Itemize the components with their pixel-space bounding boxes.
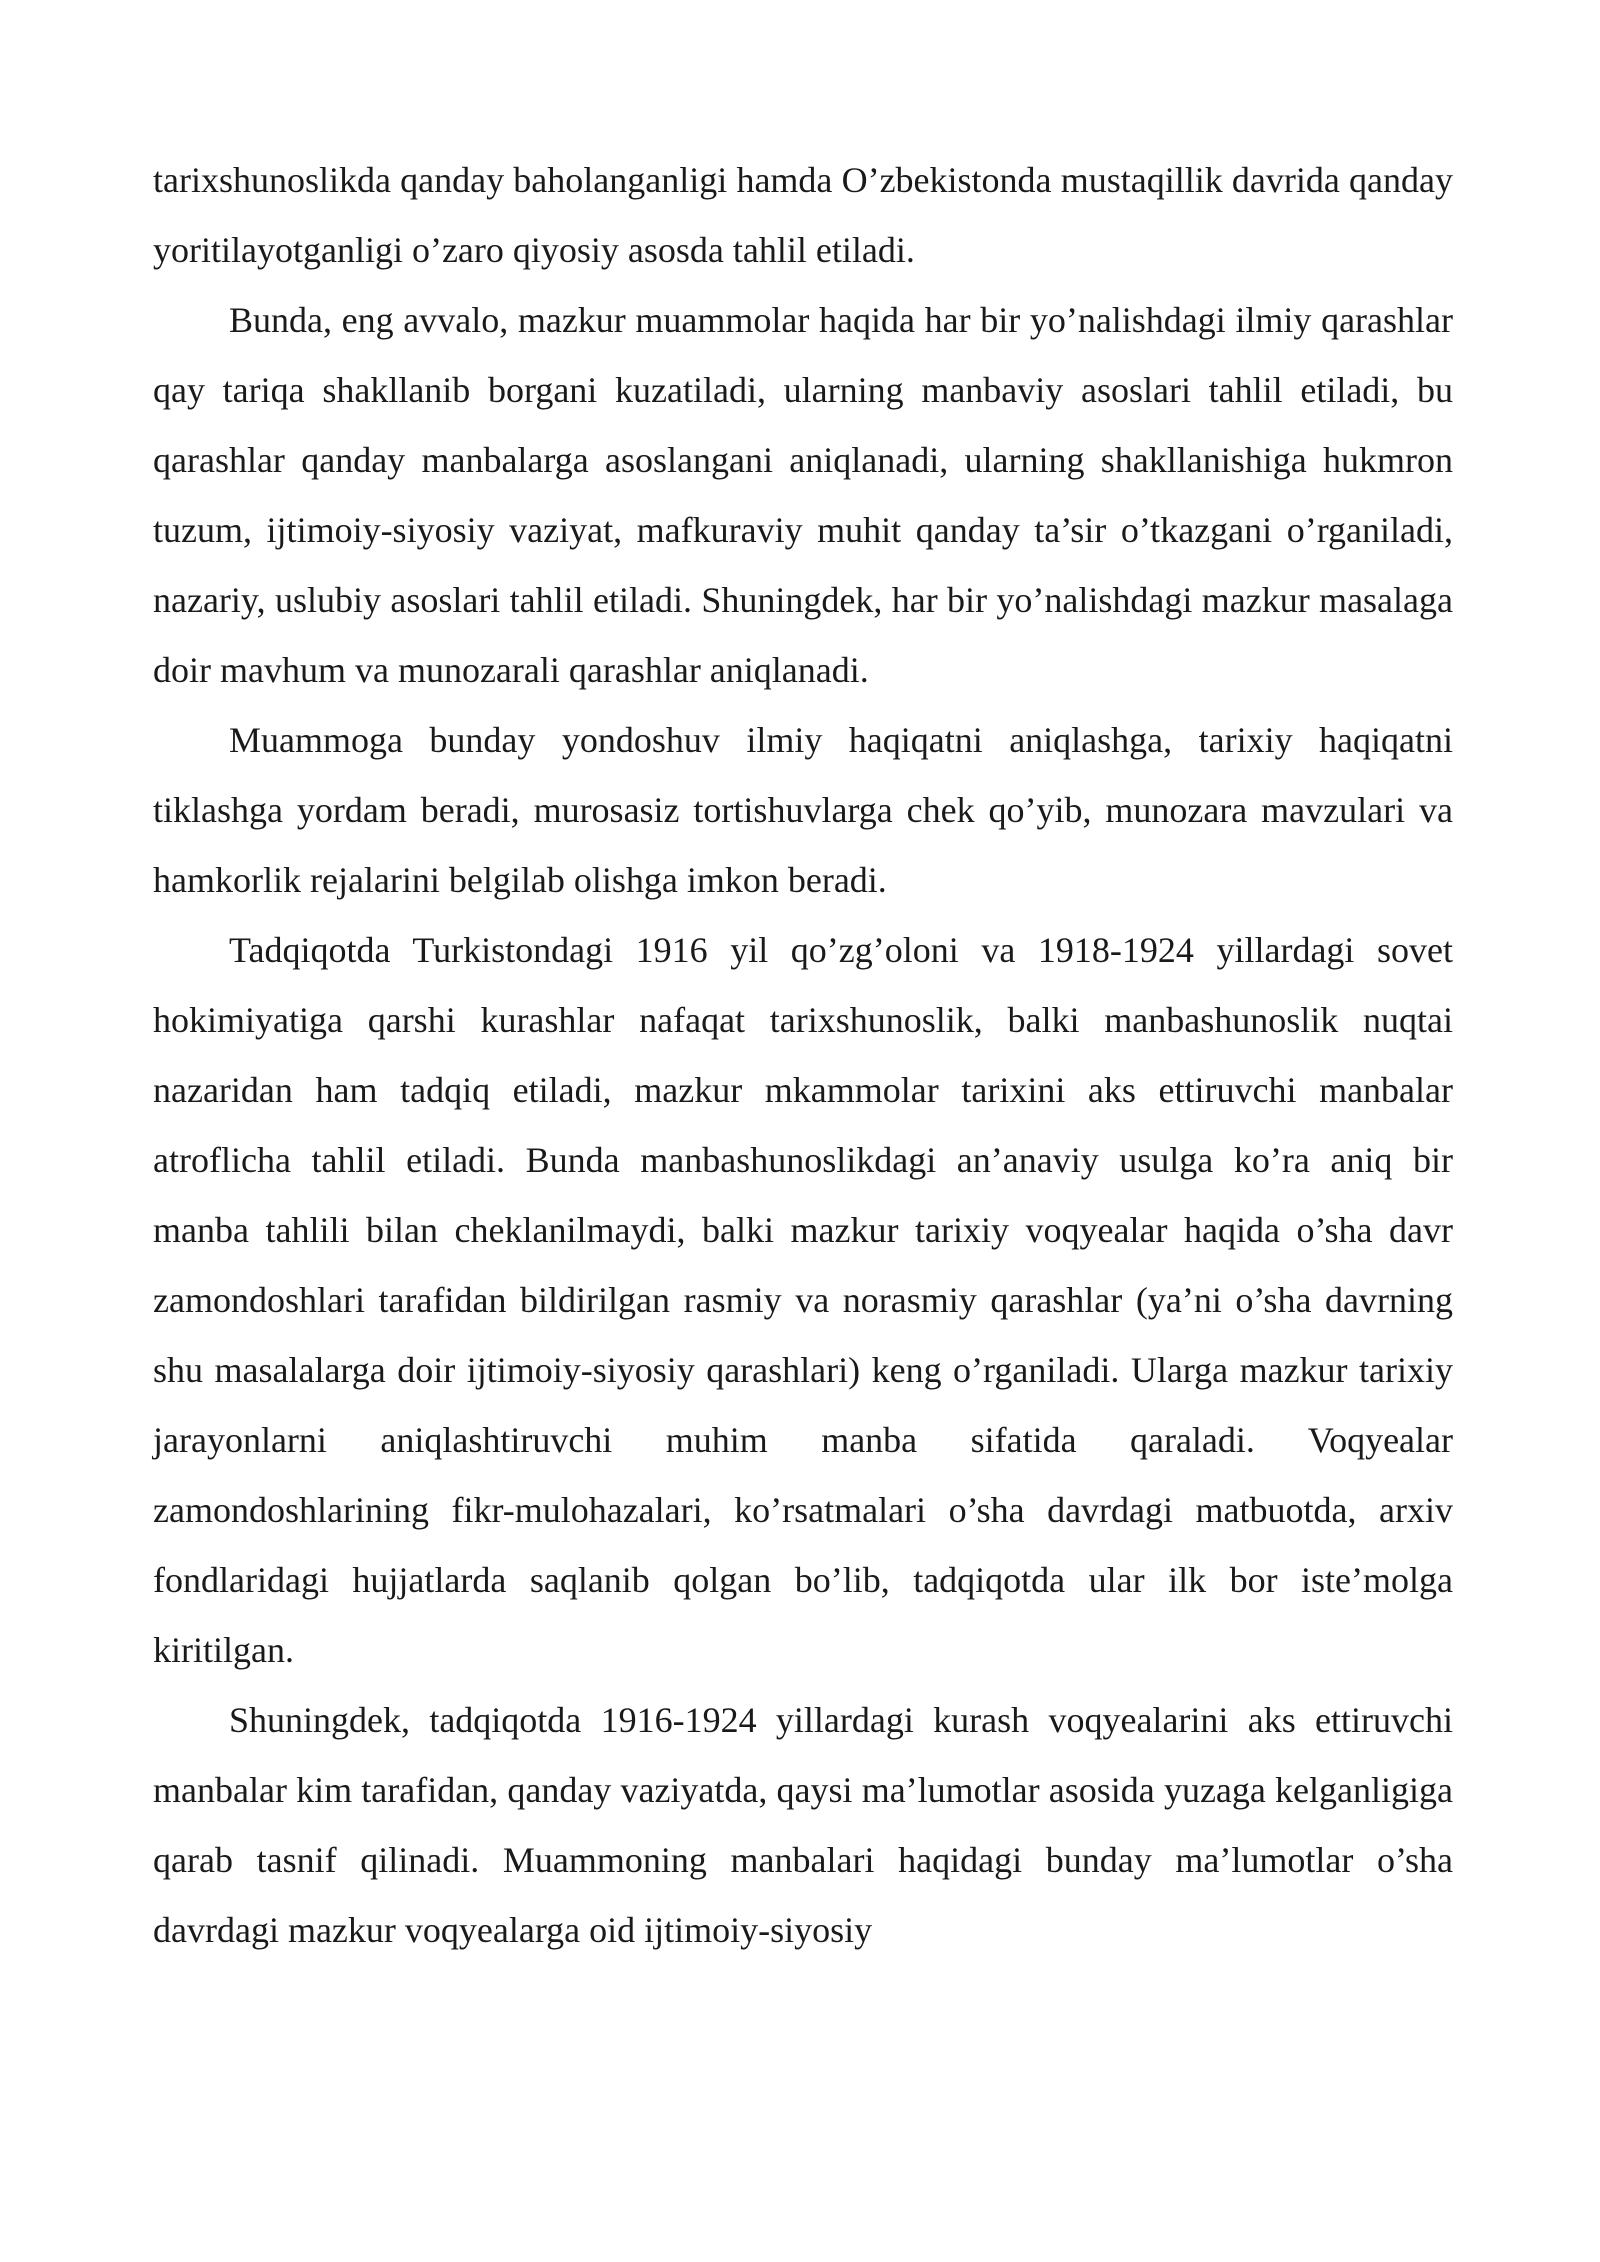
paragraph-3: Muammoga bunday yondoshuv ilmiy haqiqatni aniqlashga, tarixiy haqiqatni tiklashga yordam beradi, murosasiz tortishuvlarga chek qo’yib, munozara mavzulari va hamkorlik rejalarini belgilab olishga imkon beradi.: [153, 720, 1453, 900]
paragraph-4: Tadqiqotda Turkistondagi 1916 yil qo’zg’oloni va 1918-1924 yillardagi sovet hokimiyatiga qarshi kurashlar nafaqat tarixshunoslik, balki manbashunoslik nuqtai nazaridan ham tadqiq etiladi, mazkur mkammolar tarixini aks ettiruvchi manbalar atroflicha tahlil etiladi. Bunda manbashunoslikdagi an’anaviy usulga ko’ra aniq bir manba tahlili bilan cheklanilmaydi, balki mazkur tarixiy voqyealar haqida o’sha davr zamondoshlari tarafidan bildirilgan rasmiy va norasmiy qarashlar (ya’ni o’sha davrning shu masalalarga doir ijtimoiy-siyosiy qarashlari) keng o’rganiladi. Ularga mazkur tarixiy jarayonlarni aniqlashtiruvchi muhim manba sifatida qaraladi. Voqyealar zamondoshlarining fikr-mulohazalari, ko’rsatmalari o’sha davrdagi matbuotda, arxiv fondlaridagi hujjatlarda saqlanib qolgan bo’lib, tadqiqotda ular ilk bor iste’molga kiritilgan.: [153, 930, 1453, 1670]
paragraph-1: tarixshunoslikda qanday baholanganligi hamda O’zbekistonda mustaqillik davrida qanday yoritilayotganligi o’zaro qiyosiy asosda tahlil etiladi.: [153, 160, 1453, 270]
paragraph-2: Bunda, eng avvalo, mazkur muammolar haqida har bir yo’nalishdagi ilmiy qarashlar qay tariqa shakllanib borgani kuzatiladi, ularning manbaviy asoslari tahlil etiladi, bu qarashlar qanday manbalarga asoslangani aniqlanadi, ularning shakllanishiga hukmron tuzum, ijtimoiy-siyosiy vaziyat, mafkuraviy muhit qanday ta’sir o’tkazgani o’rganiladi, nazariy, uslubiy asoslari tahlil etiladi. Shuningdek, har bir yo’nalishdagi mazkur masalaga doir mavhum va munozarali qarashlar aniqlanadi.: [153, 300, 1453, 690]
document-page: [153, 145, 1453, 1965]
paragraph-5: Shuningdek, tadqiqotda 1916-1924 yillardagi kurash voqyealarini aks ettiruvchi manbalar kim tarafidan, qanday vaziyatda, qaysi ma’lumotlar asosida yuzaga kelganligiga qarab tasnif qilinadi. Muammoning manbalari haqidagi bunday ma’lumotlar o’sha davrdagi mazkur voqyealarga oid ijtimoiy-siyosiy: [153, 1700, 1453, 1950]
